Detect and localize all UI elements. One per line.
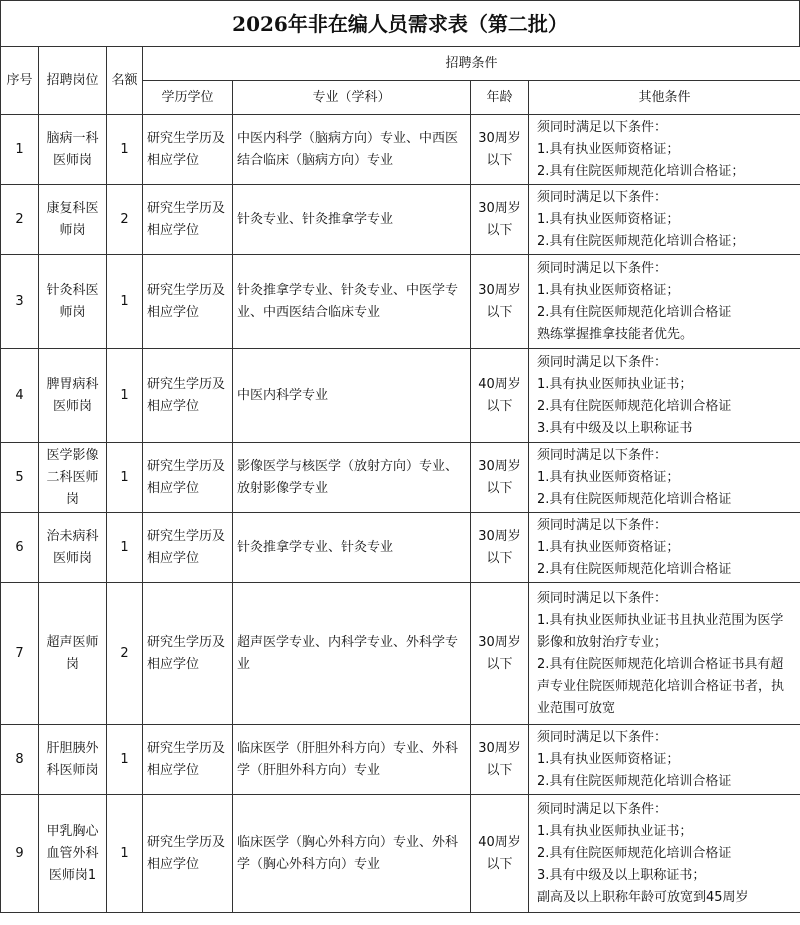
cell-count: 1	[107, 255, 143, 349]
condition-line: 须同时满足以下条件：	[537, 354, 668, 370]
cell-major: 针灸专业、针灸推拿学专业	[233, 185, 471, 255]
cell-education: 研究生学历及相应学位	[143, 115, 233, 185]
condition-line: 2.具有住院医师规范化培训合格证	[537, 773, 732, 789]
cell-major: 中医内科学专业	[233, 349, 471, 443]
condition-line: 1.具有执业医师资格证；	[537, 539, 680, 555]
cell-education: 研究生学历及相应学位	[143, 583, 233, 725]
cell-position: 超声医师岗	[39, 583, 107, 725]
cell-count: 2	[107, 583, 143, 725]
cell-major: 针灸推拿学专业、针灸专业、中医学专业、中西医结合临床专业	[233, 255, 471, 349]
cell-count: 1	[107, 725, 143, 795]
condition-line: 2.具有住院医师规范化培训合格证	[537, 398, 732, 414]
cell-education: 研究生学历及相应学位	[143, 725, 233, 795]
header-conditions: 招聘条件	[143, 47, 800, 81]
condition-line: 1.具有执业医师执业证书；	[537, 376, 693, 392]
cell-seq: 1	[1, 115, 39, 185]
cell-count: 1	[107, 795, 143, 913]
cell-major: 临床医学（肝胆外科方向）专业、外科学（肝胆外科方向）专业	[233, 725, 471, 795]
table-row	[1, 115, 800, 185]
cell-count: 1	[107, 443, 143, 513]
cell-position: 肝胆胰外科医师岗	[39, 725, 107, 795]
condition-line: 2.具有住院医师规范化培训合格证	[537, 561, 732, 577]
cell-age: 30周岁以下	[471, 115, 529, 185]
table-row	[1, 725, 800, 795]
cell-education: 研究生学历及相应学位	[143, 349, 233, 443]
cell-education: 研究生学历及相应学位	[143, 255, 233, 349]
condition-line: 1.具有执业医师资格证；	[537, 282, 680, 298]
cell-seq: 4	[1, 349, 39, 443]
table-row	[1, 795, 800, 913]
table-body	[1, 115, 800, 913]
cell-major: 超声医学专业、内科学专业、外科学专业	[233, 583, 471, 725]
condition-line: 须同时满足以下条件：	[537, 260, 668, 276]
header-other: 其他条件	[529, 81, 800, 115]
cell-major: 临床医学（胸心外科方向）专业、外科学（胸心外科方向）专业	[233, 795, 471, 913]
cell-education: 研究生学历及相应学位	[143, 513, 233, 583]
cell-age: 30周岁以下	[471, 583, 529, 725]
cell-position: 脑病一科医师岗	[39, 115, 107, 185]
cell-other-conditions	[529, 583, 800, 725]
cell-position: 康复科医师岗	[39, 185, 107, 255]
cell-education: 研究生学历及相应学位	[143, 795, 233, 913]
cell-seq: 9	[1, 795, 39, 913]
cell-other-conditions	[529, 255, 800, 349]
condition-line: 2.具有住院医师规范化培训合格证；	[537, 233, 745, 249]
cell-count: 2	[107, 185, 143, 255]
condition-line: 须同时满足以下条件：	[537, 517, 668, 533]
header-major: 专业（学科）	[233, 81, 471, 115]
cell-other-conditions	[529, 795, 800, 913]
condition-line: 1.具有执业医师执业证书且执业范围为医学影像和放射治疗专业；	[537, 612, 784, 650]
cell-count: 1	[107, 349, 143, 443]
cell-other-conditions	[529, 349, 800, 443]
condition-line: 须同时满足以下条件：	[537, 189, 668, 205]
recruitment-table	[0, 46, 800, 913]
condition-line: 须同时满足以下条件：	[537, 447, 668, 463]
table-row	[1, 443, 800, 513]
header-education: 学历学位	[143, 81, 233, 115]
table-title: 2026年非在编人员需求表（第二批）	[0, 0, 800, 46]
cell-position: 治未病科医师岗	[39, 513, 107, 583]
condition-line: 1.具有执业医师资格证；	[537, 211, 680, 227]
cell-position: 甲乳胸心血管外科医师岗1	[39, 795, 107, 913]
condition-line: 2.具有住院医师规范化培训合格证	[537, 491, 732, 507]
condition-line: 3.具有中级及以上职称证书；	[537, 867, 706, 883]
cell-other-conditions	[529, 115, 800, 185]
header-position: 招聘岗位	[39, 47, 107, 115]
table-row	[1, 255, 800, 349]
condition-line: 副高及以上职称年龄可放宽到45周岁	[537, 889, 749, 905]
condition-line: 1.具有执业医师执业证书；	[537, 823, 693, 839]
condition-line: 2.具有住院医师规范化培训合格证书具有超声专业住院医师规范化培训合格证书者，执业范围可放宽	[537, 656, 785, 716]
condition-line: 1.具有执业医师资格证；	[537, 751, 680, 767]
cell-seq: 7	[1, 583, 39, 725]
condition-line: 2.具有住院医师规范化培训合格证	[537, 845, 732, 861]
cell-age: 30周岁以下	[471, 443, 529, 513]
cell-age: 40周岁以下	[471, 349, 529, 443]
cell-count: 1	[107, 115, 143, 185]
cell-major: 影像医学与核医学（放射方向）专业、放射影像学专业	[233, 443, 471, 513]
table-row	[1, 185, 800, 255]
cell-count: 1	[107, 513, 143, 583]
condition-line: 熟练掌握推拿技能者优先。	[537, 326, 694, 342]
cell-seq: 8	[1, 725, 39, 795]
cell-other-conditions	[529, 443, 800, 513]
header-seq: 序号	[1, 47, 39, 115]
condition-line: 2.具有住院医师规范化培训合格证	[537, 304, 732, 320]
cell-major: 针灸推拿学专业、针灸专业	[233, 513, 471, 583]
header-age: 年龄	[471, 81, 529, 115]
cell-seq: 2	[1, 185, 39, 255]
cell-other-conditions	[529, 725, 800, 795]
condition-line: 3.具有中级及以上职称证书	[537, 420, 693, 436]
cell-other-conditions	[529, 513, 800, 583]
condition-line: 2.具有住院医师规范化培训合格证；	[537, 163, 745, 179]
condition-line: 须同时满足以下条件：	[537, 729, 668, 745]
condition-line: 须同时满足以下条件：	[537, 590, 668, 606]
cell-age: 30周岁以下	[471, 513, 529, 583]
condition-line: 须同时满足以下条件：	[537, 801, 668, 817]
cell-age: 30周岁以下	[471, 255, 529, 349]
table-row	[1, 349, 800, 443]
cell-seq: 6	[1, 513, 39, 583]
cell-age: 40周岁以下	[471, 795, 529, 913]
cell-other-conditions	[529, 185, 800, 255]
cell-age: 30周岁以下	[471, 185, 529, 255]
table-row	[1, 583, 800, 725]
cell-seq: 3	[1, 255, 39, 349]
condition-line: 须同时满足以下条件：	[537, 119, 668, 135]
cell-position: 脾胃病科医师岗	[39, 349, 107, 443]
cell-position: 针灸科医师岗	[39, 255, 107, 349]
cell-education: 研究生学历及相应学位	[143, 443, 233, 513]
cell-education: 研究生学历及相应学位	[143, 185, 233, 255]
header-count: 名额	[107, 47, 143, 115]
cell-seq: 5	[1, 443, 39, 513]
cell-major: 中医内科学（脑病方向）专业、中西医结合临床（脑病方向）专业	[233, 115, 471, 185]
cell-position: 医学影像二科医师岗	[39, 443, 107, 513]
condition-line: 1.具有执业医师资格证；	[537, 141, 680, 157]
cell-age: 30周岁以下	[471, 725, 529, 795]
condition-line: 1.具有执业医师资格证；	[537, 469, 680, 485]
table-row	[1, 513, 800, 583]
